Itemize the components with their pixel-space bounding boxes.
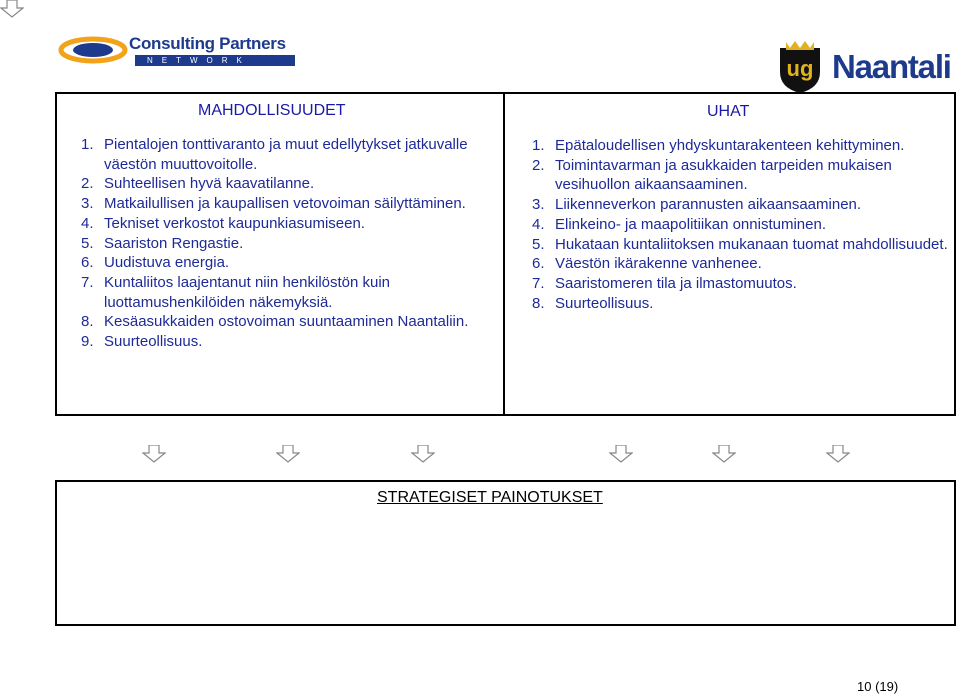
list-item: 2. Suhteellisen hyvä kaavatilanne. [81,175,315,193]
down-arrow-icon [276,445,300,463]
list-item: 1. Pientalojen tonttivaranto ja muut edellytykset jatkuvalle väestön muuttovoitolle. [81,136,468,173]
page-number: 10 (19) [857,679,899,694]
naantali-crest-icon [776,38,824,94]
list-item: 6. Väestön ikärakenne vanhenee. [532,255,762,273]
list-item: 9. Suurteollisuus. [81,333,203,351]
list-item: 2. Toimintavarman ja asukkaiden tarpeiden mukaisen vesihuollon aikaansaaminen. [532,156,892,194]
list-item: 6. Uudistuva energia. [81,254,230,272]
list-item: 8. Kesäasukkaiden ostovoiman suuntaaminen Naantaliin. [81,313,469,331]
strategy-title: STRATEGISET PAINOTUKSET [377,489,603,506]
down-arrow-icon [0,0,24,18]
column-divider [503,92,505,416]
naantali-wordmark: Naantali [832,48,951,85]
down-arrow-icon [712,445,736,463]
list-item: 3. Liikenneverkon parannusten aikaansaaminen. [532,196,862,214]
opportunities-list [81,135,481,352]
list-item: 5. Hukataan kuntaliitoksen mukanaan tuomat mahdollisuudet. [532,235,948,253]
list-item: 3. Matkailullisen ja kaupallisen vetovoiman säilyttäminen. [81,195,466,213]
down-arrow-icon [826,445,850,463]
list-item: 8. Suurteollisuus. [532,294,654,312]
list-item: 4. Tekniset verkostot kaupunkiasumiseen. [81,214,365,232]
down-arrow-icon [411,445,435,463]
network-tagline: NETWORK [135,55,295,66]
down-arrow-icon [609,445,633,463]
crest-letters: ug [786,56,814,81]
list-item: 7. Saaristomeren tila ja ilmastomuutos. [532,274,797,292]
list-item: 7. Kuntaliitos laajentanut niin henkilöstön kuin luottamushenkilöiden näkemyksiä. [81,273,391,311]
list-item: 5. Saariston Rengastie. [81,234,244,252]
swoosh-icon [55,30,135,70]
list-item: 1. Epätaloudellisen yhdyskuntarakenteen kehittyminen. [532,137,905,154]
threats-title: UHAT [707,103,750,120]
list-item: 4. Elinkeino- ja maapolitiikan onnistuminen. [532,215,826,233]
consulting-partners-logo [55,30,305,70]
down-arrow-icon [142,445,166,463]
consulting-partners-wordmark: Consulting Partners [129,34,286,53]
opportunities-title: MAHDOLLISUUDET [198,102,346,119]
threats-list [532,136,952,313]
